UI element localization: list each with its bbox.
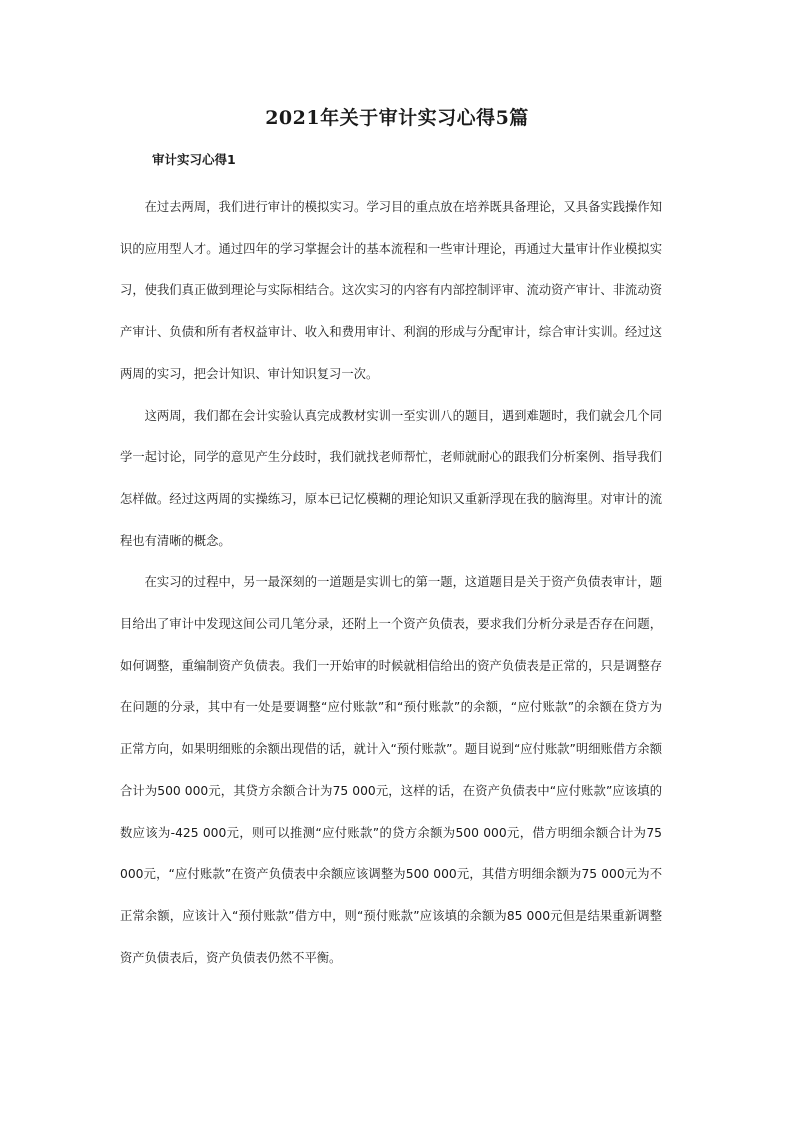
document-body	[120, 187, 662, 979]
paragraph-3: 在实习的过程中，另一最深刻的一道题是实训七的第一题，这道题目是关于资产负债表审计，题目给出了审计中发现这间公司几笔分录，还附上一个资产负债表，要求我们分析分录是否存在问题，如何调整，重编制资产负债表。我们一开始审的时候就相信给出的资产负债表是正常的，只是调整存在问题的分录，其中有一处是要调整“应付账款”和“预付账款”的余额，“应付账款”的余额在贷方为正常方向，如果明细账的余额出现借的话，就计入“预付账款”。题目说到“应付账款”明细账借方余额合计为500 000元，其贷方余额合计为75 000元，这样的话，在资产负债表中“应付账款”应该填的数应该为-425 000元，则可以推测“应付账款”的贷方余额为500 000元，借方明细余额合计为75 000元，“应付账款”在资产负债表中余额应该调整为500 000元，其借方明细余额为75 000元为不正常余额，应该计入“预付账款”借方中，则“预付账款”应该填的余额为85 000元但是结果重新调整资产负债表后，资产负债表仍然不平衡。	[120, 575, 662, 965]
paragraph-2: 这两周，我们都在会计实验认真完成教材实训一至实训八的题目，遇到难题时，我们就会几个同学一起讨论，同学的意见产生分歧时，我们就找老师帮忙，老师就耐心的跟我们分析案例、指导我们怎样做。经过这两周的实操练习，原本已记忆模糊的理论知识又重新浮现在我的脑海里。对审计的流程也有清晰的概念。	[120, 408, 662, 548]
paragraph-1: 在过去两周，我们进行审计的模拟实习。学习目的重点放在培养既具备理论，又具备实践操作知识的应用型人才。通过四年的学习掌握会计的基本流程和一些审计理论，再通过大量审计作业模拟实习，使我们真正做到理论与实际相结合。这次实习的内容有内部控制评审、流动资产审计、非流动资产审计、负债和所有者权益审计、收入和费用审计、利润的形成与分配审计，综合审计实训。经过这两周的实习，把会计知识、审计知识复习一次。	[120, 200, 662, 381]
document-title: 2021年关于审计实习心得5篇	[265, 107, 529, 129]
section-heading: 审计实习心得1	[152, 152, 236, 167]
